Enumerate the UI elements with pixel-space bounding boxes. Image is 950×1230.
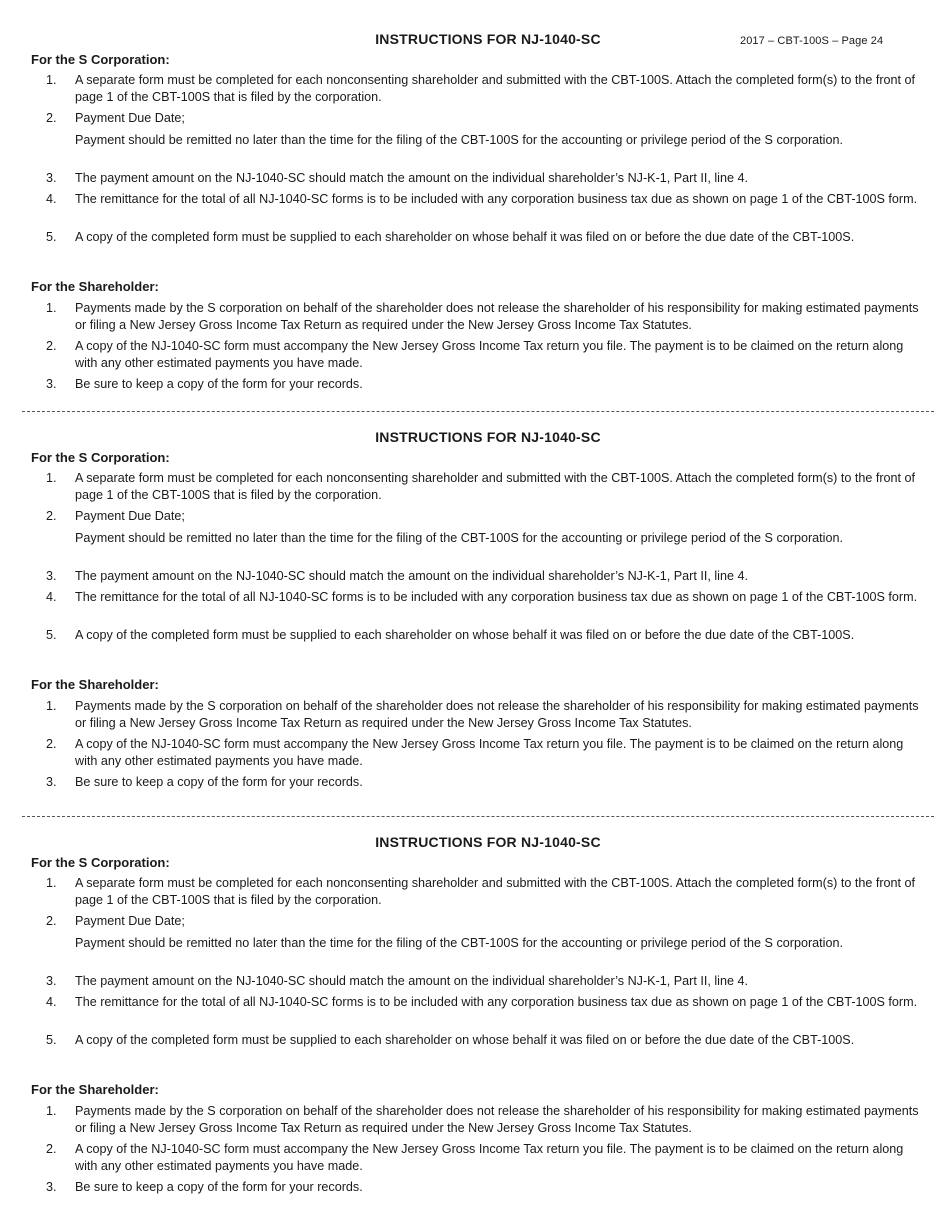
section-title: INSTRUCTIONS FOR NJ-1040-SC: [375, 31, 601, 47]
section-title: INSTRUCTIONS FOR NJ-1040-SC: [375, 834, 601, 850]
shareholder-heading: For the Shareholder:: [31, 677, 159, 692]
page-header: 2017 – CBT-100S – Page 24: [740, 35, 884, 47]
shareholder-heading: For the Shareholder:: [31, 1082, 159, 1097]
shareholder-heading: For the Shareholder:: [31, 279, 159, 294]
payment-due-paragraph: Payment should be remitted no later than the time for the filing of the CBT-100S for the accounting or privilege period of the S corporation.: [75, 936, 843, 950]
payment-due-paragraph: Payment should be remitted no later than the time for the filing of the CBT-100S for the accounting or privilege period of the S corporation.: [75, 531, 843, 545]
cut-line-divider: [22, 816, 934, 817]
payment-due-paragraph: Payment should be remitted no later than the time for the filing of the CBT-100S for the accounting or privilege period of the S corporation.: [75, 133, 843, 147]
cut-line-divider: [22, 411, 934, 412]
corp-heading: For the S Corporation:: [31, 855, 170, 870]
section-title: INSTRUCTIONS FOR NJ-1040-SC: [375, 429, 601, 445]
corp-heading: For the S Corporation:: [31, 52, 170, 67]
corp-heading: For the S Corporation:: [31, 450, 170, 465]
